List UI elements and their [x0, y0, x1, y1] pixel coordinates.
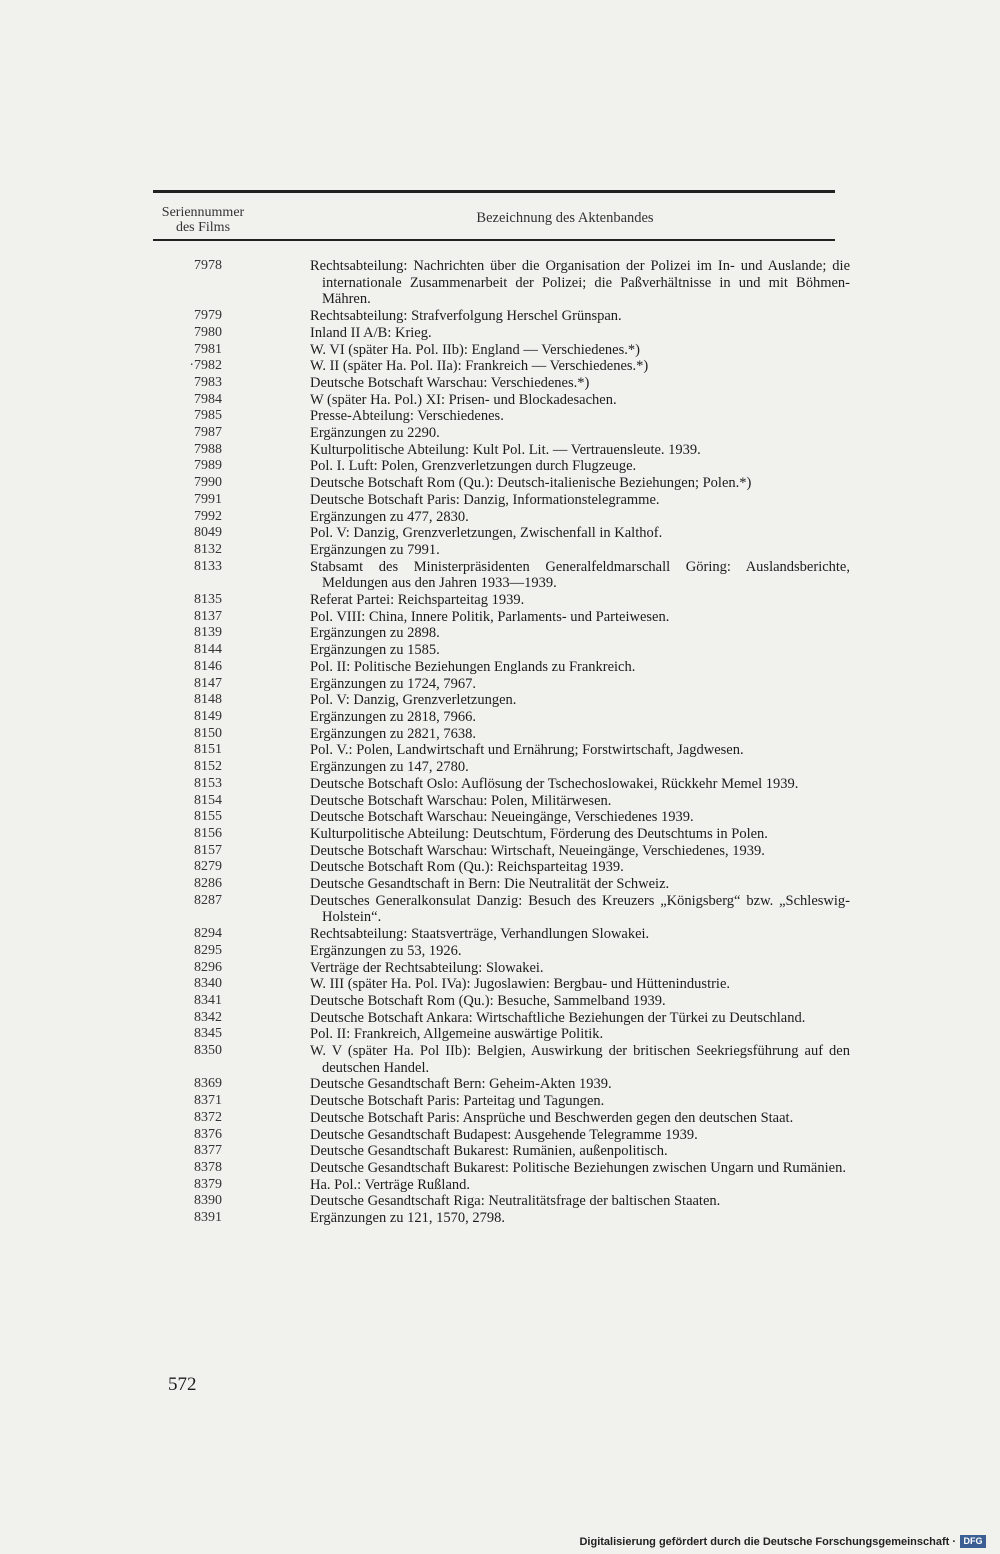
column-header-description: Bezeichnung des Aktenbandes — [476, 210, 654, 226]
volume-description: Stabsamt des Ministerpräsidenten Generalfeldmarschall Göring: Auslandsberichte, Meldungen aus den Jahren 1933—1939. — [310, 558, 850, 592]
table-row — [0, 1043, 1000, 1076]
table-row — [0, 843, 1000, 860]
film-number: 8341 — [194, 992, 222, 1008]
volume-description: Presse-Abteilung: Verschiedenes. — [310, 408, 504, 425]
film-number: 8135 — [194, 592, 222, 608]
volume-description: Ergänzungen zu 147, 2780. — [310, 759, 469, 776]
film-number: 8146 — [194, 658, 222, 674]
film-number: 7985 — [194, 408, 222, 424]
volume-description: Rechtsabteilung: Staatsverträge, Verhandlungen Slowakei. — [310, 926, 650, 943]
table-row — [0, 392, 1000, 409]
volume-description: W. III (später Ha. Pol. IVa): Jugoslawien: Bergbau- und Hüttenindustrie. — [310, 976, 731, 993]
table-row — [0, 976, 1000, 993]
table-row — [0, 358, 1000, 375]
table-row — [0, 1177, 1000, 1194]
volume-description: Ergänzungen zu 2898. — [310, 625, 440, 642]
volume-description: Pol. V: Danzig, Grenzverletzungen, Zwischenfall in Kalthof. — [310, 525, 663, 542]
volume-description: Deutsche Botschaft Rom (Qu.): Reichsparteitag 1939. — [310, 859, 624, 876]
table-row — [0, 509, 1000, 526]
volume-description: Kulturpolitische Abteilung: Kult Pol. Lit. — Vertrauensleute. 1939. — [310, 441, 701, 458]
table-row — [0, 793, 1000, 810]
film-number: 7980 — [194, 324, 222, 340]
film-number: 8132 — [194, 541, 222, 557]
film-number: 8279 — [194, 859, 222, 875]
volume-description: Ergänzungen zu 121, 1570, 2798. — [310, 1210, 506, 1227]
volume-description: Deutsche Botschaft Warschau: Verschiedenes.*) — [310, 374, 590, 391]
volume-description: Deutsche Gesandtschaft Bukarest: Politische Beziehungen zwischen Ungarn und Rumänien. — [310, 1159, 846, 1176]
table-row — [0, 1010, 1000, 1027]
film-number: 8149 — [194, 708, 222, 724]
table-row — [0, 1110, 1000, 1127]
film-number: 8287 — [194, 892, 222, 908]
film-number: 8372 — [194, 1109, 222, 1125]
table-row — [0, 926, 1000, 943]
volume-description: Deutsche Botschaft Oslo: Auflösung der Tschechoslowakei, Rückkehr Memel 1939. — [310, 775, 799, 792]
table-row — [0, 458, 1000, 475]
table-top-rule — [153, 190, 835, 193]
table-row — [0, 1160, 1000, 1177]
table-row — [0, 375, 1000, 392]
film-number: 8379 — [194, 1176, 222, 1192]
volume-description: Ha. Pol.: Verträge Rußland. — [310, 1176, 471, 1193]
volume-description: W (später Ha. Pol.) XI: Prisen- und Blockadesachen. — [310, 391, 617, 408]
volume-description: Deutsche Botschaft Warschau: Wirtschaft, Neueingänge, Verschiedenes, 1939. — [310, 842, 765, 859]
table-row — [0, 525, 1000, 542]
volume-description: Pol. V.: Polen, Landwirtschaft und Ernährung; Forstwirtschaft, Jagdwesen. — [310, 742, 744, 759]
volume-description: Deutsche Botschaft Rom (Qu.): Deutsch-italienische Beziehungen; Polen.*) — [310, 475, 752, 492]
table-row — [0, 559, 1000, 592]
table-row — [0, 342, 1000, 359]
table-row — [0, 742, 1000, 759]
volume-description: W. II (später Ha. Pol. IIa): Frankreich — Verschiedenes.*) — [310, 358, 649, 375]
film-number: 7992 — [194, 508, 222, 524]
film-number: 8391 — [194, 1210, 222, 1226]
table-row — [0, 1093, 1000, 1110]
table-row — [0, 876, 1000, 893]
film-number: 8286 — [194, 876, 222, 892]
film-number: 7984 — [194, 391, 222, 407]
film-number: 8137 — [194, 608, 222, 624]
film-list — [0, 258, 1000, 1227]
volume-description: Deutsche Gesandtschaft Bern: Geheim-Akten 1939. — [310, 1076, 612, 1093]
table-row — [0, 492, 1000, 509]
table-row — [0, 408, 1000, 425]
volume-description: Deutsche Gesandtschaft Budapest: Ausgehende Telegramme 1939. — [310, 1126, 698, 1143]
film-number: 8376 — [194, 1126, 222, 1142]
table-row — [0, 542, 1000, 559]
volume-description: Deutsche Botschaft Paris: Danzig, Informationstelegramme. — [310, 491, 660, 508]
film-number: 8049 — [194, 525, 222, 541]
column-header-film-number: Seriennummer des Films — [161, 205, 245, 235]
film-number: 7989 — [194, 458, 222, 474]
film-number: 8369 — [194, 1076, 222, 1092]
table-row — [0, 776, 1000, 793]
volume-description: Ergänzungen zu 2821, 7638. — [310, 725, 477, 742]
film-number: 8371 — [194, 1093, 222, 1109]
dfg-logo-icon: DFG — [960, 1535, 986, 1548]
volume-description: Ergänzungen zu 1724, 7967. — [310, 675, 477, 692]
volume-description: Deutsche Botschaft Paris: Ansprüche und Beschwerden gegen den deutschen Staat. — [310, 1109, 794, 1126]
table-row — [0, 692, 1000, 709]
film-number: 8342 — [194, 1009, 222, 1025]
film-number: 8377 — [194, 1143, 222, 1159]
film-number: 7987 — [194, 425, 222, 441]
film-number: 8148 — [194, 692, 222, 708]
table-row — [0, 709, 1000, 726]
volume-description: Pol. II: Politische Beziehungen Englands zu Frankreich. — [310, 658, 636, 675]
volume-description: Deutsche Gesandtschaft Riga: Neutralitätsfrage der baltischen Staaten. — [310, 1193, 721, 1210]
volume-description: Deutsches Generalkonsulat Danzig: Besuch des Kreuzers „Königsberg“ bzw. „Schleswig-Holstein“. — [310, 892, 850, 926]
table-row — [0, 1193, 1000, 1210]
volume-description: Ergänzungen zu 7991. — [310, 541, 440, 558]
volume-description: Deutsche Botschaft Ankara: Wirtschaftliche Beziehungen der Türkei zu Deutschland. — [310, 1009, 806, 1026]
volume-description: Deutsche Botschaft Paris: Parteitag und Tagungen. — [310, 1093, 605, 1110]
table-row — [0, 809, 1000, 826]
film-number: 7983 — [194, 374, 222, 390]
film-number: 8296 — [194, 959, 222, 975]
table-row — [0, 826, 1000, 843]
film-number: 8345 — [194, 1026, 222, 1042]
volume-description: Pol. I. Luft: Polen, Grenzverletzungen durch Flugzeuge. — [310, 458, 637, 475]
table-row — [0, 893, 1000, 926]
volume-description: Pol. II: Frankreich, Allgemeine auswärtige Politik. — [310, 1026, 604, 1043]
table-row — [0, 1127, 1000, 1144]
film-number: 8294 — [194, 926, 222, 942]
volume-description: Verträge der Rechtsabteilung: Slowakei. — [310, 959, 544, 976]
table-row — [0, 960, 1000, 977]
table-row — [0, 1210, 1000, 1227]
table-row — [0, 325, 1000, 342]
film-number: 8139 — [194, 625, 222, 641]
table-row — [0, 943, 1000, 960]
volume-description: Pol. V: Danzig, Grenzverletzungen. — [310, 692, 517, 709]
page-number: 572 — [168, 1374, 197, 1395]
film-number: 8151 — [194, 742, 222, 758]
table-row — [0, 726, 1000, 743]
film-number: 8153 — [194, 775, 222, 791]
table-header-rule — [153, 239, 835, 241]
volume-description: W. VI (später Ha. Pol. IIb): England — Verschiedenes.*) — [310, 341, 640, 358]
volume-description: W. V (später Ha. Pol IIb): Belgien, Auswirkung der britischen Seekriegsführung auf den deutschen Handel. — [310, 1043, 850, 1076]
film-number: 8155 — [194, 809, 222, 825]
volume-description: Inland II A/B: Krieg. — [310, 324, 432, 341]
table-row — [0, 425, 1000, 442]
volume-description: Pol. VIII: China, Innere Politik, Parlaments- und Parteiwesen. — [310, 608, 670, 625]
film-number: 8150 — [194, 725, 222, 741]
footer-credit: Digitalisierung gefördert durch die Deutsche Forschungsgemeinschaft · — [579, 1536, 956, 1548]
table-row — [0, 442, 1000, 459]
volume-description: Ergänzungen zu 2290. — [310, 425, 440, 442]
film-number: 8144 — [194, 642, 222, 658]
table-row — [0, 609, 1000, 626]
table-row — [0, 258, 1000, 308]
table-row — [0, 1026, 1000, 1043]
table-row — [0, 993, 1000, 1010]
volume-description: Deutsche Gesandtschaft in Bern: Die Neutralität der Schweiz. — [310, 876, 670, 893]
volume-description: Deutsche Botschaft Warschau: Polen, Militärwesen. — [310, 792, 612, 809]
volume-description: Kulturpolitische Abteilung: Deutschtum, Förderung des Deutschtums in Polen. — [310, 825, 768, 842]
table-row — [0, 642, 1000, 659]
film-number: 7988 — [194, 441, 222, 457]
volume-description: Referat Partei: Reichsparteitag 1939. — [310, 592, 525, 609]
film-number: 8147 — [194, 675, 222, 691]
table-row — [0, 676, 1000, 693]
volume-description: Ergänzungen zu 477, 2830. — [310, 508, 469, 525]
table-row — [0, 659, 1000, 676]
film-number: 8340 — [194, 976, 222, 992]
table-row — [0, 625, 1000, 642]
volume-description: Ergänzungen zu 53, 1926. — [310, 942, 462, 959]
volume-description: Rechtsabteilung: Strafverfolgung Herschel Grünspan. — [310, 308, 622, 325]
film-number: 7991 — [194, 491, 222, 507]
film-number: 7979 — [194, 308, 222, 324]
film-number: 8152 — [194, 759, 222, 775]
film-number: 7981 — [194, 341, 222, 357]
film-number: 8133 — [194, 558, 222, 574]
volume-description: Ergänzungen zu 1585. — [310, 642, 440, 659]
volume-description: Deutsche Gesandtschaft Bukarest: Rumänien, außenpolitisch. — [310, 1143, 668, 1160]
volume-description: Deutsche Botschaft Rom (Qu.): Besuche, Sammelband 1939. — [310, 992, 666, 1009]
table-row — [0, 1143, 1000, 1160]
film-number: 8156 — [194, 825, 222, 841]
table-row — [0, 475, 1000, 492]
film-number: 8390 — [194, 1193, 222, 1209]
film-number: 7978 — [194, 258, 222, 273]
volume-description: Ergänzungen zu 2818, 7966. — [310, 708, 477, 725]
film-number: 8154 — [194, 792, 222, 808]
table-row — [0, 1076, 1000, 1093]
table-row — [0, 759, 1000, 776]
film-number: 8378 — [194, 1159, 222, 1175]
film-number: 8157 — [194, 842, 222, 858]
film-number: ·7982 — [189, 358, 222, 374]
film-number: 7990 — [194, 475, 222, 491]
volume-description: Deutsche Botschaft Warschau: Neueingänge, Verschiedenes 1939. — [310, 809, 694, 826]
table-row — [0, 308, 1000, 325]
table-row — [0, 592, 1000, 609]
table-row — [0, 859, 1000, 876]
volume-description: Rechtsabteilung: Nachrichten über die Organisation der Polizei im In- und Auslande; die internationale Zusammenarbeit der Polizei; die Paßverhältnisse in und mit Böhmen-Mähren. — [310, 258, 850, 308]
film-number: 8295 — [194, 942, 222, 958]
film-number: 8350 — [194, 1043, 222, 1059]
